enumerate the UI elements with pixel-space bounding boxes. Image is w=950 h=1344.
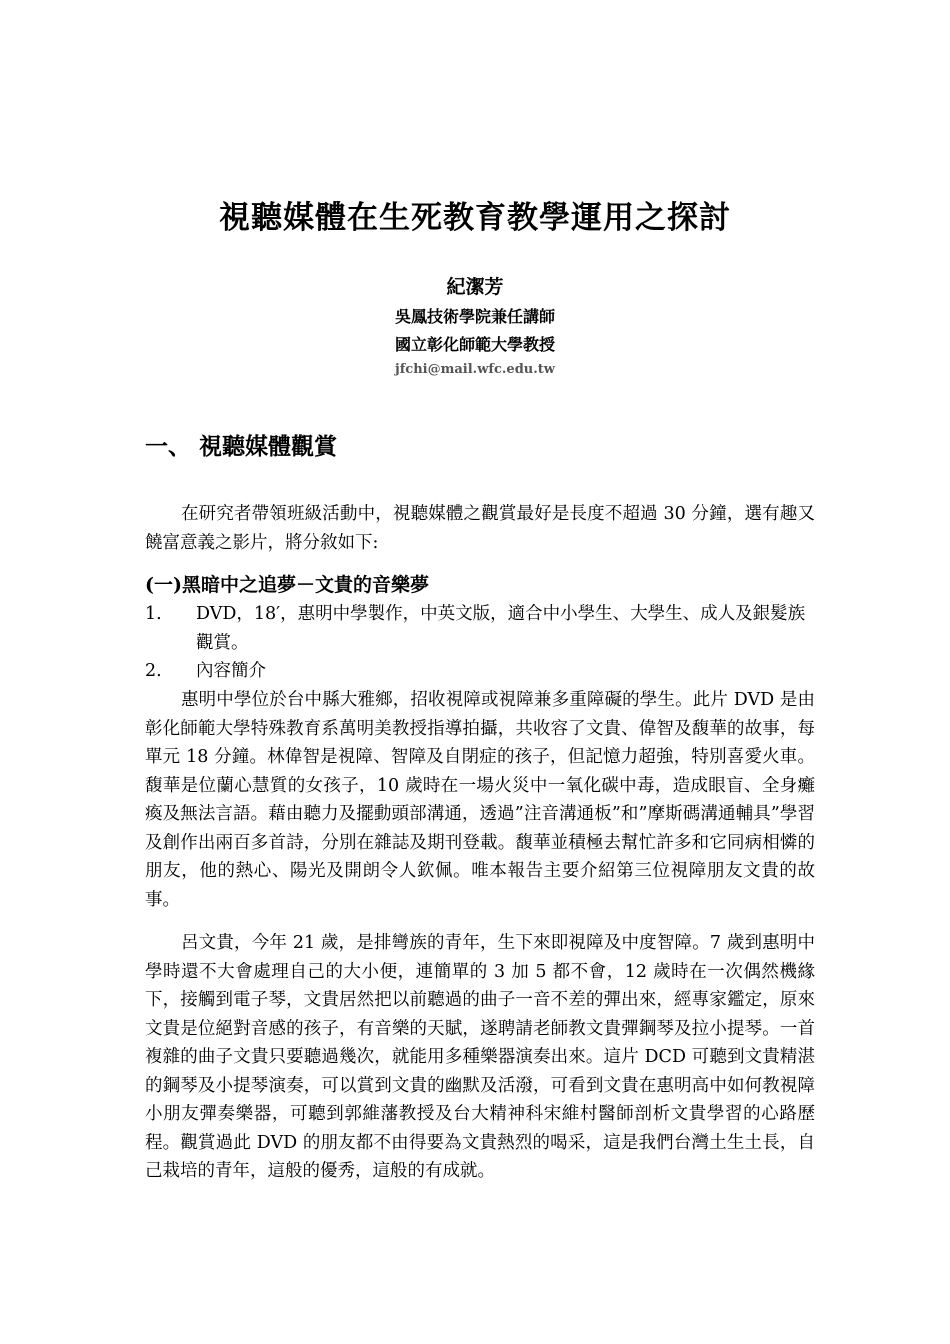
list-item-number: 2. — [145, 661, 162, 681]
intro-paragraph: 在研究者帶領班級活動中，視聽媒體之觀賞最好是長度不超過 30 分鐘，選有趣又饒富意義之影片，將分敘如下: — [145, 504, 815, 553]
story-paragraph: 呂文貴，今年 21 歲，是排彎族的青年，生下來即視障及中度智障。7 歲到惠明中學時還不大會處理自己的大小便，連簡單的 3 加 5 都不會，12 歲時在一次偶然機緣下，接觸到電子琴，文貴居然把以前聽過的曲子一音不差的彈出來，經專家鑑定，原來文貴是位絕對音感的孩子，有音樂的天賦，遂聘請老師教文貴彈鋼琴及拉小提琴。一首複雜的曲子文貴只要聽過幾次，就能用多種樂器演奏出來。這片 DCD 可聽到文貴精湛的鋼琴及小提琴演奏，可以賞到文貴的幽默及活潑，可看到文貴在惠明高中如何教視障小朋友彈奏樂器，可聽到郭維藩教授及台大精神科宋維村醫師剖析文貴學習的心路歷程。觀賞過此 DVD 的朋友都不由得要為文貴熱烈的喝采，這是我們台灣土生土長，自己栽培的青年，這般的優秀，這般的有成就。 — [145, 933, 815, 1181]
document-title: 視聽媒體在生死教育教學運用之探討 — [219, 200, 731, 236]
section-heading: 一、 視聽媒體觀賞 — [145, 433, 338, 460]
content-paragraph: 惠明中學位於台中縣大雅鄉，招收視障或視障兼多重障礙的學生。此片 DVD 是由彰化師範大學特殊教育系萬明美教授指導拍攝，共收容了文貴、偉智及馥華的故事，每單元 18 分鐘。林偉智是視障、智障及自閉症的孩子，但記憶力超強，特別喜愛火車。馥華是位蘭心慧質的女孩子，10 歲時在一場火災中一氧化碳中毒，造成眼盲、全身癱瘓及無法言語。藉由聽力及擺動頭部溝通，透過”注音溝通板”和”摩斯碼溝通輔具”學習及創作出兩百多首詩，分別在雜誌及期刊登載。馥華並積極去幫忙許多和它同病相憐的朋友，他的熱心、陽光及開朗令人欽佩。唯本報告主要介紹第三位視障朋友文貴的故事。 — [145, 690, 815, 910]
list-item-text: 內容簡介 — [196, 661, 266, 681]
subsection-heading: (一)黑暗中之追夢－文貴的音樂夢 — [145, 574, 429, 596]
list-item — [145, 600, 815, 657]
author-name: 紀潔芳 — [446, 276, 504, 298]
list-item-number: 1. — [145, 604, 162, 624]
list-item — [145, 657, 815, 686]
author-affiliation: 吳鳳技術學院兼任講師 — [394, 307, 555, 326]
author-affiliation: 國立彰化師範大學教授 — [394, 335, 555, 354]
author-email[interactable]: jfchi@mail.wfc.edu.tw — [395, 362, 555, 377]
list-item-text: DVD，18′，惠明中學製作，中英文版，適合中小學生、大學生、成人及銀髮族觀賞。 — [196, 604, 806, 653]
